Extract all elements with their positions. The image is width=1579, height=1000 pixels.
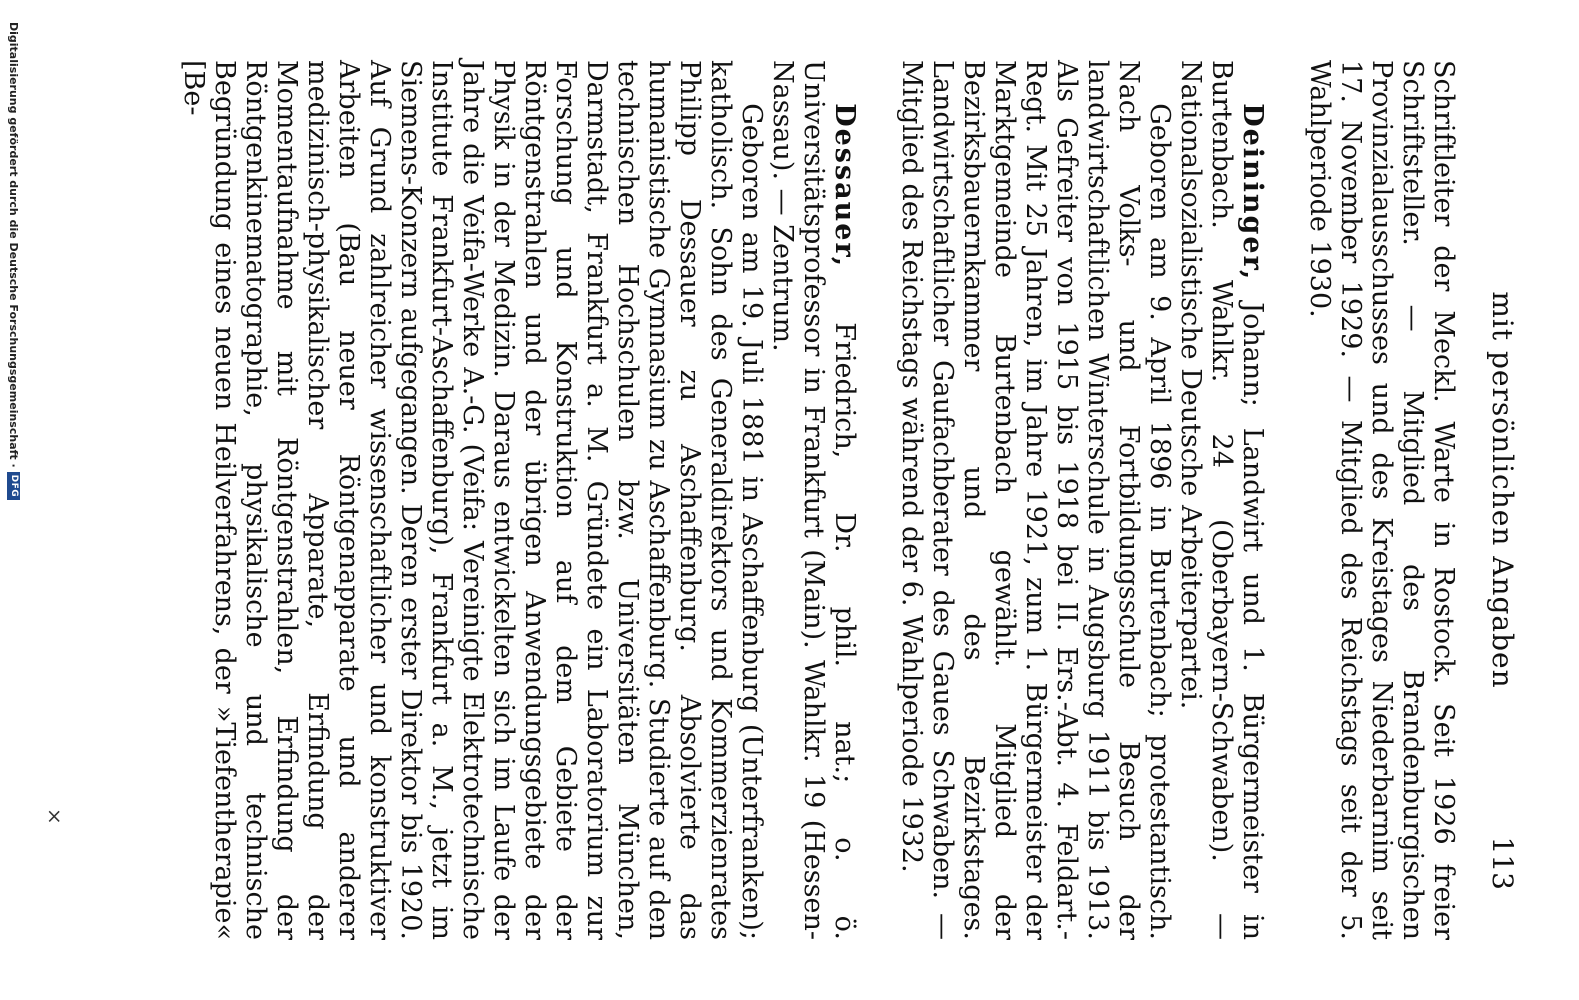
- dfg-logo: DFG: [8, 472, 21, 501]
- page-number: 113: [1486, 836, 1519, 890]
- running-title: mit persönlichen Angaben: [1486, 291, 1519, 689]
- footer-mark: ×: [43, 808, 67, 825]
- entry-biography-dessauer: Geboren am 19. Juli 1881 in Aschaffenburg (Unterfranken); katholisch. Sohn des Generaldirektors und Kommerzienrates Philipp Dessauer zu Aschaffenburg. Absolvierte das humanistische Gymnasium zu Aschaffenburg. Studierte auf den technischen Hochschulen bzw. Universitäten München, Darmstadt, Frankfurt a. M. Gründete ein Laboratorium zur Forschung und Konstruktion auf dem Gebiete der Röntgenstrahlen und der übrigen Anwendungsgebiete der Physik in der Medizin. Daraus entwickelten sich im Laufe der Jahre die Veifa-Werke A.-G. (Veifa: Vereinigte Elektrotechnische Institute Frankfurt-Aschaffenburg), Frankfurt a. M., jetzt im Siemens-Konzern aufgegangen. Deren erster Direktor bis 1920. Auf Grund zahlreicher wissenschaftlicher und konstruktiver Arbeiten (Bau neuer Röntgenapparate und anderer medizinisch-physikalischer Apparate, Erfindung der Momentaufnahme mit Röntgenstrahlen, Erfindung der Röntgenkinematographie, physikalische und technische Begründung eines neuen Heilverfahrens, der »Tiefentherapie« [Be-: [178, 60, 767, 940]
- entry-header-dessauer: [767, 60, 860, 940]
- entry-header-details: Friedrich, Dr. phil. nat.; o. ö. Universitätsprofessor in Frankfurt (Main). Wahlkr. 19 (Hessen-Nassau). — Zentrum.: [767, 60, 860, 940]
- page-body: [178, 60, 1459, 940]
- entry-spacer: [1268, 60, 1304, 940]
- page-header: [1479, 90, 1519, 890]
- entry-header-deininger: [1175, 60, 1268, 940]
- digitization-note: [7, 22, 21, 982]
- digitization-note-text: Digitalisierung gefördert durch die Deutsche Forschungsgemeinschaft ·: [7, 22, 21, 468]
- entry-name: Deininger,: [1237, 103, 1268, 282]
- continuation-paragraph: Schriftleiter der Meckl. Warte in Rostock. Seit 1926 freier Schriftsteller. — Mitglied des Brandenburgischen Provinzialausschusses und des Kreistages Niederbarnim seit 17. November 1929. — Mitglied des Reichstags seit der 5. Wahlperiode 1930.: [1304, 60, 1459, 940]
- entry-spacer: [860, 60, 896, 940]
- entry-name: Dessauer,: [829, 103, 860, 269]
- entry-biography-deininger: Geboren am 9. April 1896 in Burtenbach; protestantisch. Nach Volks- und Fortbildungsschule Besuch der landwirtschaftlichen Winterschule in Augsburg 1911 bis 1913. Als Gefreiter von 1915 bis 1918 bei II. Ers.-Abt. 4. Feldart.-Regt. Mit 25 Jahren, im Jahre 1921, zum 1. Bürgermeister der Marktgemeinde Burtenbach gewählt. Mitglied der Bezirksbauernkammer und des Bezirkstages. Landwirtschaftlicher Gaufachberater des Gaues Schwaben. — Mitglied des Reichstags während der 6. Wahlperiode 1932.: [896, 60, 1175, 940]
- entry-header-details: Johann; Landwirt und 1. Bürgermeister in Burtenbach. Wahlkr. 24 (Oberbayern-Schwaben). — Nationalsozialistische Deutsche Arbeiterpartei.: [1175, 60, 1268, 940]
